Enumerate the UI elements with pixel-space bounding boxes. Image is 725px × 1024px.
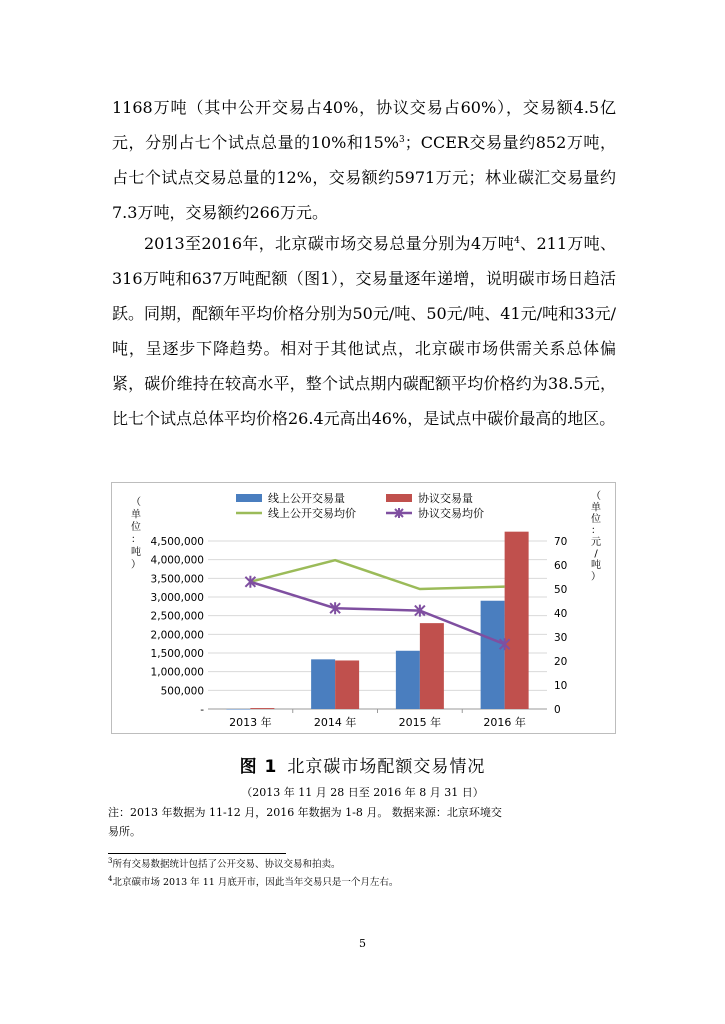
legend-label-2: 线上公开交易均价 bbox=[268, 507, 356, 520]
y-right-unit-char: 单 bbox=[591, 502, 601, 514]
bar-public-3 bbox=[481, 601, 505, 709]
y-right-unit-char: / bbox=[594, 548, 598, 560]
y-right-tick-label: 20 bbox=[554, 656, 568, 668]
y-right-tick-label: 70 bbox=[554, 536, 568, 548]
y-left-tick-label: 2,000,000 bbox=[150, 629, 204, 642]
y-left-unit-char: （ bbox=[131, 497, 141, 508]
y-right-unit-char: 元 bbox=[591, 537, 601, 548]
footnote-4-text: 北京碳市场 2013 年 11 月底开市，因此当年交易只是一个月左右。 bbox=[112, 877, 399, 888]
bar-public-0 bbox=[226, 709, 250, 710]
paragraph-2-head: 2013至2016年，北京碳市场交易总量分别为4万吨 bbox=[144, 234, 515, 253]
y-right-unit-char: （ bbox=[591, 491, 601, 502]
y-right-unit-char: 吨 bbox=[591, 560, 601, 571]
body-paragraph-2 bbox=[112, 226, 616, 436]
y-left-unit-char: 位 bbox=[131, 522, 141, 533]
bar-agreement-0 bbox=[250, 708, 274, 709]
y-right-tick-label: 50 bbox=[554, 584, 568, 596]
paragraph-1-text: 1168万吨（其中公开交易占40%，协议交易占60%），交易额4.5亿元，分别占七个试点总量的10%和15% bbox=[112, 98, 616, 152]
chart-svg bbox=[112, 483, 617, 735]
figure-1-chart bbox=[111, 482, 616, 734]
figure-date-range: （2013 年 11 月 28 日至 2016 年 8 月 31 日） bbox=[241, 786, 484, 799]
body-paragraph-1 bbox=[112, 90, 616, 230]
legend-swatch-0 bbox=[236, 494, 262, 502]
figure-title: 北京碳市场配额交易情况 bbox=[287, 757, 486, 777]
x-tick-label: 2013 年 bbox=[229, 716, 272, 729]
y-left-tick-label: 2,500,000 bbox=[150, 610, 204, 623]
y-right-tick-label: 40 bbox=[554, 608, 568, 620]
footnote-divider bbox=[108, 853, 286, 854]
y-left-tick-label: - bbox=[200, 704, 204, 716]
y-right-unit-char: ： bbox=[591, 525, 601, 537]
y-right-tick-label: 10 bbox=[554, 680, 568, 692]
bar-public-2 bbox=[396, 651, 420, 709]
figure-label: 图 1 bbox=[239, 757, 278, 777]
y-left-tick-label: 3,500,000 bbox=[150, 573, 204, 586]
bar-agreement-3 bbox=[505, 532, 529, 709]
y-left-tick-label: 4,000,000 bbox=[150, 554, 204, 567]
y-right-tick-label: 30 bbox=[554, 632, 568, 644]
y-left-tick-label: 1,500,000 bbox=[150, 648, 204, 660]
figure-caption bbox=[0, 752, 725, 777]
page-number: 5 bbox=[359, 937, 366, 950]
y-left-unit-char: 吨 bbox=[131, 547, 141, 558]
footnote-3-text: 所有交易数据统计包括了公开交易、协议交易和拍卖。 bbox=[112, 859, 341, 870]
paragraph-1-tail: ；CCER交易量约852万吨，占七个试点交易总量的12%，交易额约5971万元；林业碳汇交易量约7.3万吨，交易额约266万元。 bbox=[112, 133, 616, 222]
y-left-unit-char: ） bbox=[131, 559, 141, 571]
y-left-tick-label: 4,500,000 bbox=[150, 536, 204, 548]
bar-agreement-2 bbox=[420, 623, 444, 709]
footnote-3 bbox=[108, 858, 340, 872]
footnote-ref-4[interactable]: 4 bbox=[514, 236, 520, 246]
y-right-unit-char: ） bbox=[591, 571, 601, 583]
footnote-ref-3[interactable]: 3 bbox=[399, 135, 405, 145]
y-left-tick-label: 1,000,000 bbox=[150, 666, 204, 679]
y-right-tick-label: 0 bbox=[554, 704, 561, 716]
y-left-tick-label: 500,000 bbox=[160, 685, 204, 698]
y-left-unit-char: ： bbox=[131, 534, 141, 546]
footnote-4 bbox=[108, 876, 398, 890]
y-left-unit-char: 单 bbox=[131, 509, 141, 521]
x-tick-label: 2015 年 bbox=[398, 716, 442, 729]
bar-public-1 bbox=[311, 659, 335, 709]
footnote-3-mark: 3 bbox=[108, 857, 113, 865]
y-left-tick-label: 3,000,000 bbox=[150, 592, 204, 604]
paragraph-2-tail: 、211万吨、316万吨和637万吨配额（图1），交易量逐年递增，说明碳市场日趋活跃。同期，配额年平均价格分别为50元/吨、50元/吨、41元/吨和33元/吨，呈逐步下降趋势。相对于其他试点，北京碳市场供需关系总体偏紧，碳价维持在较高水平，整个试点期内碳配额平均价格约为38.5元，比七个试点总体平均价格26.4元高出46%，是试点中碳价最高的地区。 bbox=[112, 234, 616, 428]
footnote-4-mark: 4 bbox=[108, 875, 113, 883]
line-agreement-price bbox=[250, 582, 504, 644]
line-public-price bbox=[250, 560, 504, 589]
y-right-tick-label: 60 bbox=[554, 560, 568, 572]
x-tick-label: 2014 年 bbox=[313, 716, 357, 729]
x-tick-label: 2016 年 bbox=[483, 716, 526, 729]
y-right-unit-char: 位 bbox=[591, 514, 601, 525]
bar-agreement-1 bbox=[335, 660, 359, 709]
figure-note: 注：2013 年数据为 11-12 月，2016 年数据为 1-8 月。 数据来源：北京环境交易所。 bbox=[108, 806, 502, 838]
legend-swatch-1 bbox=[386, 494, 412, 502]
legend-label-1: 协议交易量 bbox=[418, 492, 473, 505]
legend-label-3: 协议交易均价 bbox=[418, 507, 484, 520]
legend-label-0: 线上公开交易量 bbox=[268, 492, 345, 505]
